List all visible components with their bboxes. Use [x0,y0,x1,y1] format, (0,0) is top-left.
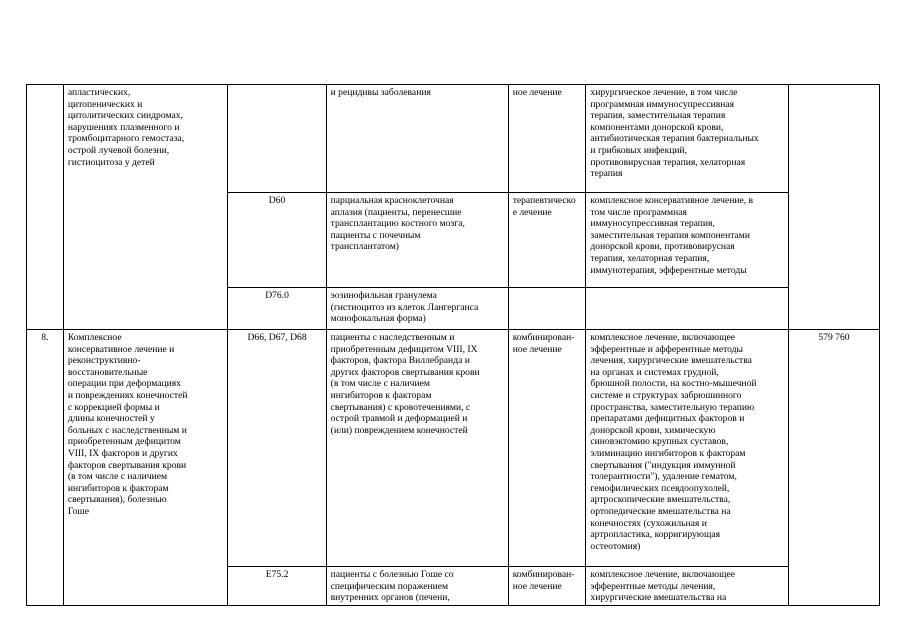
patient-model-cell: пациенты с болезнью Гоше со специфическим поражением внутренних органов (печени, [326,567,508,606]
price-cell: 579 760 [788,330,879,606]
treatment-method-cell: комплексное лечение, включающее эфферентные методы лечения, хирургические вмешательства на [586,567,789,606]
patient-model-cell: и рецидивы заболевания [326,85,508,193]
treatment-method-cell: комплексное консервативное лечение, в том числе программная иммуносупрессивная терапия, заместительная терапия компонентами донорской крови, противовирусная терапия, хелаторная терапия, иммунотерапия, эфферентные методы [586,193,789,288]
icd-code-cell: E75.2 [228,567,326,606]
icd-code-cell: D76.0 [228,288,326,330]
treatment-method-cell [586,288,789,330]
patient-model-cell: эозинофильная гранулема (гистиоцитоз из клеток Лангерганса монофокальная форма) [326,288,508,330]
care-name-cell: Комплексное консервативное лечение и реконструктивно- восстановительные операции при деформациях и повреждениях конечностей с коррекцией формы и длины конечностей у больных с наследственным и приобретенным дефицитом VIII, IX факторов и других факторов свертывания крови (в том числе с наличием ингибиторов к факторам свертывания), болезнью Гоше [63,330,228,606]
medical-care-table [26,84,880,606]
row-number-cell: 8. [27,330,64,606]
row-number-cell [27,85,64,330]
treatment-type-cell: комбинирован- ное лечение [508,567,586,606]
icd-code-cell: D60 [228,193,326,288]
treatment-type-cell: ное лечение [508,85,586,193]
treatment-method-cell: комплексное лечение, включающее эфферентные и афферентные методы лечения, хирургические вмешательства на органах и системах грудной, брюшной полости, на костно-мышечной системе и структурах забрюшинного пространства, заместительную терапию препаратами дефицитных факторов и донорской крови, химическую синовэктомию крупных суставов, элиминацию ингибиторов к факторам свертывания ("индукция иммунной толерантности"), удаление гематом, гемофилических псевдоопухолей, артроскопические вмешательства, ортопедические вмешательства на конечностях (сухожильная и артропластика, корригирующая остеотомия) [586,330,789,567]
care-name-cell: апластических, цитопенических и цитолитических синдромах, нарушениях плазменного и тромбоцитарного гемостаза, острой лучевой болезни, гистиоцитоза у детей [63,85,228,330]
icd-code-cell [228,85,326,193]
treatment-type-cell: комбинирован- ное лечение [508,330,586,567]
treatment-type-cell [508,288,586,330]
table-row [27,330,880,567]
treatment-type-cell: терапевтическо е лечение [508,193,586,288]
table-row [27,85,880,193]
treatment-method-cell: хирургическое лечение, в том числе программная иммуносупрессивная терапия, заместительная терапия компонентами донорской крови, антибиотическая терапия бактериальных и грибковых инфекций, противовирусная терапия, хелаторная терапия [586,85,789,193]
price-cell [788,85,879,330]
patient-model-cell: пациенты с наследственным и приобретенным дефицитом VIII, IX факторов, фактора Виллебранда и других факторов свертывания крови (в том числе с наличием ингибиторов к факторам свертывания) с кровотечениями, с острой травмой и деформацией и (или) повреждением конечностей [326,330,508,567]
patient-model-cell: парциальная красноклеточная аплазия (пациенты, перенесшие трансплантацию костного мозга, пациенты с почечным трансплантатом) [326,193,508,288]
icd-code-cell: D66, D67, D68 [228,330,326,567]
